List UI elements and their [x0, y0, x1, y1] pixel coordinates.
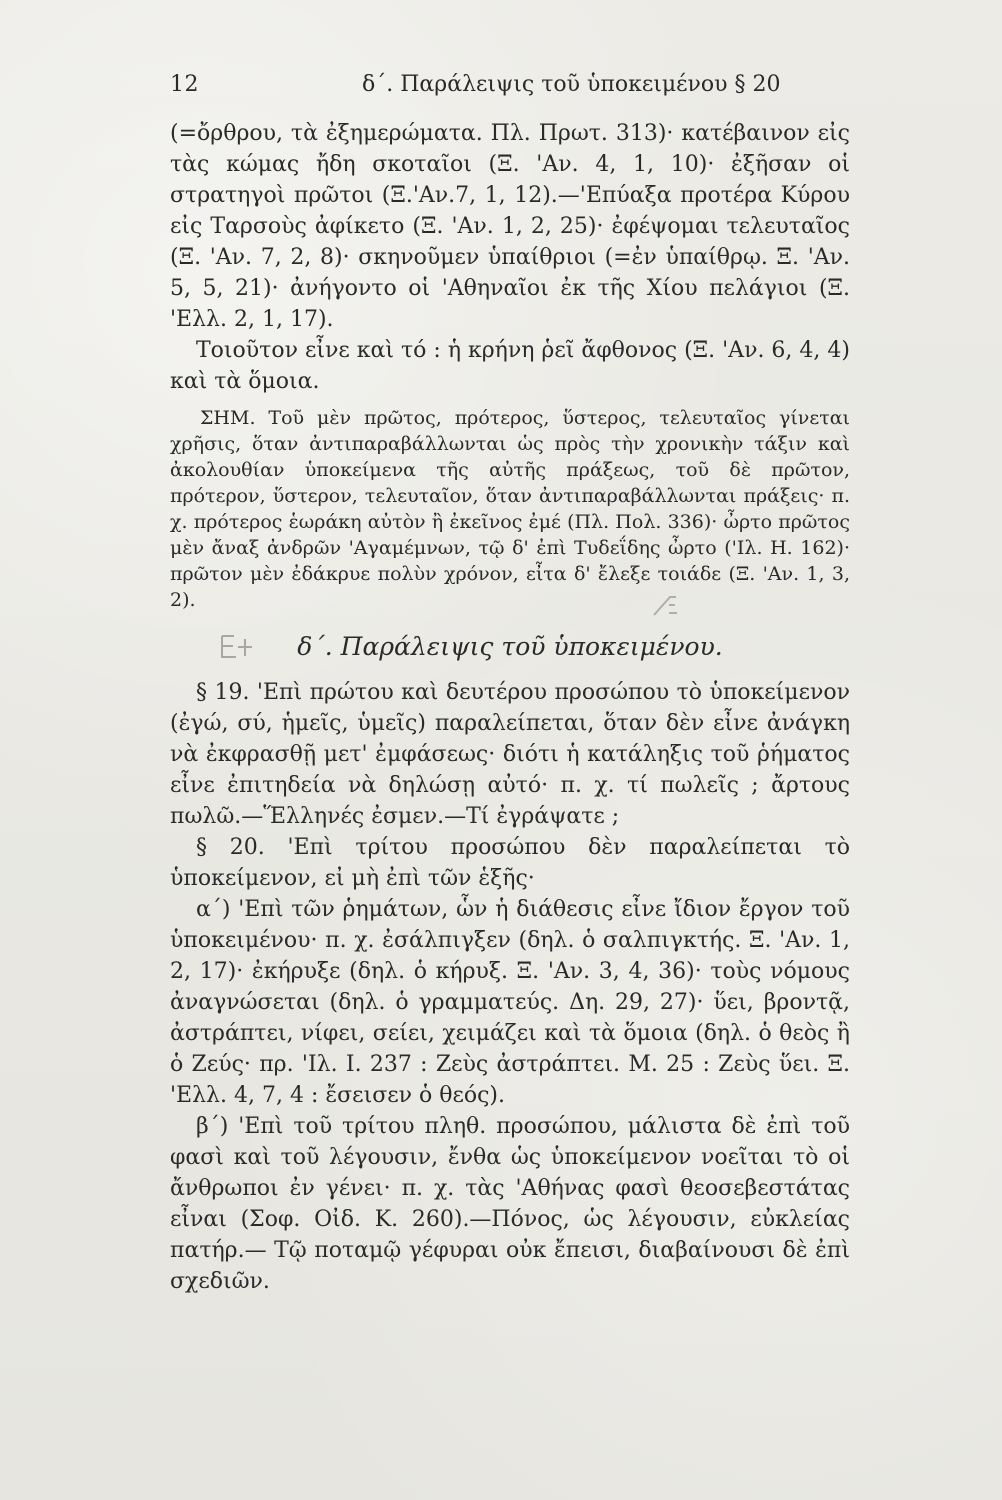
page-content — [170, 118, 850, 1297]
pencil-annotation-icon-2 — [644, 589, 686, 623]
section-title: δ΄. Παράλειψις τοῦ ὑποκειμένου. — [297, 632, 723, 661]
page-number: 12 — [170, 72, 199, 97]
paragraph-19: § 19. 'Επὶ πρώτου καὶ δευτέρου προσώπου τὸ ὑποκείμενον (ἐγώ, σύ, ἡμεῖς, ὑμεῖς) παραλείπεται, ὅταν δὲν εἶνε ἀνάγκη νὰ ἐκφρασθῇ μετ' ἐμφάσεως· διότι ἡ κατάληξις τοῦ ῥήματος εἶνε ἐπιτηδεία νὰ δηλώσῃ αὐτό· π. χ. τί πωλεῖς ; ἄρτους πωλῶ.—Ἕλληνές ἐσμεν.—Τί ἐγράψατε ; — [170, 680, 850, 829]
running-head — [170, 72, 810, 106]
continued-paragraph: (=ὄρθρου, τὰ ἐξημερώματα. Πλ. Πρωτ. 313)· κατέβαινον εἰς τὰς κώμας ἤδη σκοταῖοι (Ξ. 'Αν. 4, 1, 10)· ἐξῆσαν οἱ στρατηγοὶ πρῶτοι (Ξ.'Αν.7, 1, 12).—'Επύαξα προτέρα Κύρου εἰς Ταρσοὺς ἀφίκετο (Ξ. 'Αν. 1, 2, 25)· ἐφέψομαι τελευταῖος (Ξ. 'Αν. 7, 2, 8)· σκηνοῦμεν ὑπαίθριοι (=ἐν ὑπαίθρῳ. Ξ. 'Αν. 5, 5, 21)· ἀνήγοντο οἱ 'Αθηναῖοι ἐκ τῆς Χίου πελάγιοι (Ξ. 'Ελλ. 2, 1, 17). — [170, 121, 850, 332]
item-b: β΄) 'Επὶ τοῦ τρίτου πληθ. προσώπου, μάλιστα δὲ ἐπὶ τοῦ φασὶ καὶ τοῦ λέγουσιν, ἔνθα ὡς ὑποκείμενον νοεῖται τὸ οἱ ἄνθρωποι ἐν γένει· π. χ. τὰς 'Αθήνας φασὶ θεοσεβεστάτας εἶναι (Σοφ. Οἰδ. Κ. 260).—Πόνος, ὡς λέγουσιν, εὐκλείας πατήρ.— Τῷ ποταμῷ γέφυραι οὐκ ἔπεισι, διαβαίνουσι δὲ ἐπὶ σχεδιῶν. — [170, 1114, 850, 1294]
header-title: δ΄. Παράλειψις τοῦ ὑποκειμένου § 20 — [362, 72, 781, 97]
example-paragraph: Τοιοῦτον εἶνε καὶ τό : ἡ κρήνη ῥεῖ ἄφθονος (Ξ. 'Αν. 6, 4, 4) καὶ τὰ ὅμοια. — [170, 338, 850, 394]
section-title-block — [170, 631, 850, 663]
item-a: α΄) 'Επὶ τῶν ῥημάτων, ὧν ἡ διάθεσις εἶνε ἴδιον ἔργον τοῦ ὑποκειμένου· π. χ. ἐσάλπιγξεν (δηλ. ὁ σαλπιγκτής. Ξ. 'Αν. 1, 2, 17)· ἐκήρυξε (δηλ. ὁ κήρυξ. Ξ. 'Αν. 3, 4, 36)· τοὺς νόμους ἀναγνώσεται (δηλ. ὁ γραμματεύς. Δη. 29, 27)· ὕει, βροντᾷ, ἀστράπτει, νίφει, σείει, χειμάζει καὶ τὰ ὅμοια (δηλ. ὁ θεὸς ἢ ὁ Ζεύς· πρ. 'Ιλ. Ι. 237 : Ζεὺς ἀστράπτει. Μ. 25 : Ζεὺς ὕει. Ξ. 'Ελλ. 4, 7, 4 : ἔσεισεν ὁ θεός). — [170, 897, 850, 1108]
pencil-annotation-icon — [214, 629, 260, 665]
note-paragraph: ΣΗΜ. Τοῦ μὲν πρῶτος, πρότερος, ὕστερος, τελευταῖος γίνεται χρῆσις, ὅταν ἀντιπαραβάλλωνται ὡς πρὸς τὴν χρονικὴν τάξιν καὶ ἀκολουθίαν ὑποκείμενα τῆς αὐτῆς πράξεως, τοῦ δὲ πρῶτον, πρότερον, ὕστερον, τελευταῖον, ὅταν ἀντιπαραβάλλωνται πράξεις· π. χ. πρότερος ἑωράκη αὐτὸν ἢ ἐκεῖνος ἐμέ (Πλ. Πολ. 336)· ὦρτο πρῶτος μὲν ἄναξ ἀνδρῶν 'Αγαμέμνων, τῷ δ' ἐπὶ Τυδεΐδης ὦρτο ('Ιλ. Η. 162)· πρῶτον μὲν ἐδάκρυε πολὺν χρόνον, εἶτα δ' ἔλεξε τοιάδε (Ξ. 'Αν. 1, 3, 2). — [170, 407, 850, 611]
paragraph-20: § 20. 'Επὶ τρίτου προσώπου δὲν παραλείπεται τὸ ὑποκείμενον, εἰ μὴ ἐπὶ τῶν ἑξῆς· — [170, 835, 850, 891]
